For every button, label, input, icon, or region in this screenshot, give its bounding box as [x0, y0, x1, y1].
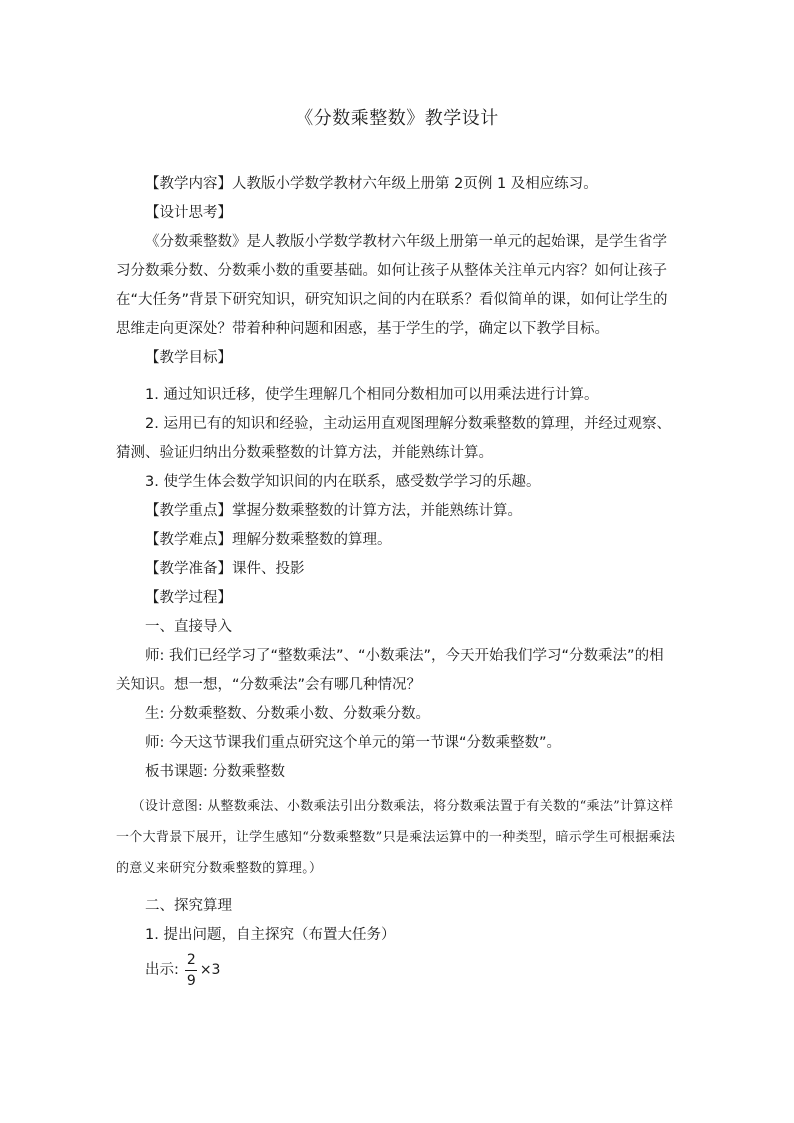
- step-item-1: 1. 提出问题，自主探究（布置大任务）: [145, 927, 396, 943]
- paragraph-key-point: 【教学重点】掌握分数乘整数的计算方法，并能熟练计算。: [145, 503, 522, 519]
- dialogue-teacher-2: 师: 今天这节课我们重点研究这个单元的第一节课“分数乘整数”。: [145, 735, 562, 751]
- paragraph-preparation: 【教学准备】课件、投影: [145, 561, 305, 577]
- paragraph-teaching-content: 【教学内容】人教版小学数学教材六年级上册第 2页例 1 及相应练习。: [145, 176, 598, 192]
- section-heading-explore: 二、探究算理: [145, 898, 232, 914]
- design-intent-note: （设计意图: 从整数乘法、小数乘法引出分数乘法，将分数乘法置于有关数的“乘法”计算这样一个大背景下展开，让学生感知“分数乘整数”只是乘法运算中的一种类型，暗示学生可根据乘法的意义来研究分数乘整数的算理。）: [116, 799, 676, 876]
- document-body: [116, 170, 676, 989]
- paragraph-design-thinking: 《分数乘整数》是人教版小学数学教材六年级上册第一单元的起始课，是学生省学习分数乘分数、分数乘小数的重要基础。如何让孩子从整体关注单元内容？如何让孩子在“大任务”背景下研究知识，研究知识之间的内在联系？看似简单的课，如何让学生的思维走向更深处？带着种种问题和困惑，基于学生的学，确定以下教学目标。: [116, 234, 668, 337]
- fraction-bar: [185, 970, 197, 971]
- goal-item-3: 3. 使学生体会数学知识间的内在联系，感受数学学习的乐趣。: [145, 474, 541, 490]
- fraction-numerator: 2: [186, 952, 196, 968]
- goal-item-2: 2. 运用已有的知识和经验，主动运用直观图理解分数乘整数的算理，并经过观察、猜测、验证归纳出分数乘整数的计算方法，并能熟练计算。: [116, 416, 671, 461]
- goal-item-1: 1. 通过知识迁移，使学生理解几个相同分数相加可以用乘法进行计算。: [145, 387, 599, 403]
- fraction-denominator: 9: [186, 973, 196, 989]
- dialogue-teacher-1: 师: 我们已经学习了“整数乘法”、“小数乘法”，今天开始我们学习“分数乘法”的相关知识。想一想，“分数乘法”会有哪几种情况？: [116, 648, 664, 693]
- heading-design-thinking: 【设计思考】: [145, 205, 232, 221]
- fraction: [185, 952, 198, 989]
- heading-teaching-goals: 【教学目标】: [145, 350, 232, 366]
- blackboard-title: 板书课题: 分数乘整数: [145, 764, 285, 780]
- heading-teaching-process: 【教学过程】: [145, 590, 232, 606]
- dialogue-student-1: 生: 分数乘整数、分数乘小数、分数乘分数。: [145, 706, 430, 722]
- show-label: 出示:: [145, 962, 179, 978]
- multiply-expression: ×3: [199, 962, 221, 978]
- paragraph-difficult-point: 【教学难点】理解分数乘整数的算理。: [145, 532, 392, 548]
- document-title: 《分数乘整数》教学设计: [295, 108, 499, 129]
- show-expression: [116, 952, 676, 989]
- section-heading-intro: 一、直接导入: [145, 619, 232, 635]
